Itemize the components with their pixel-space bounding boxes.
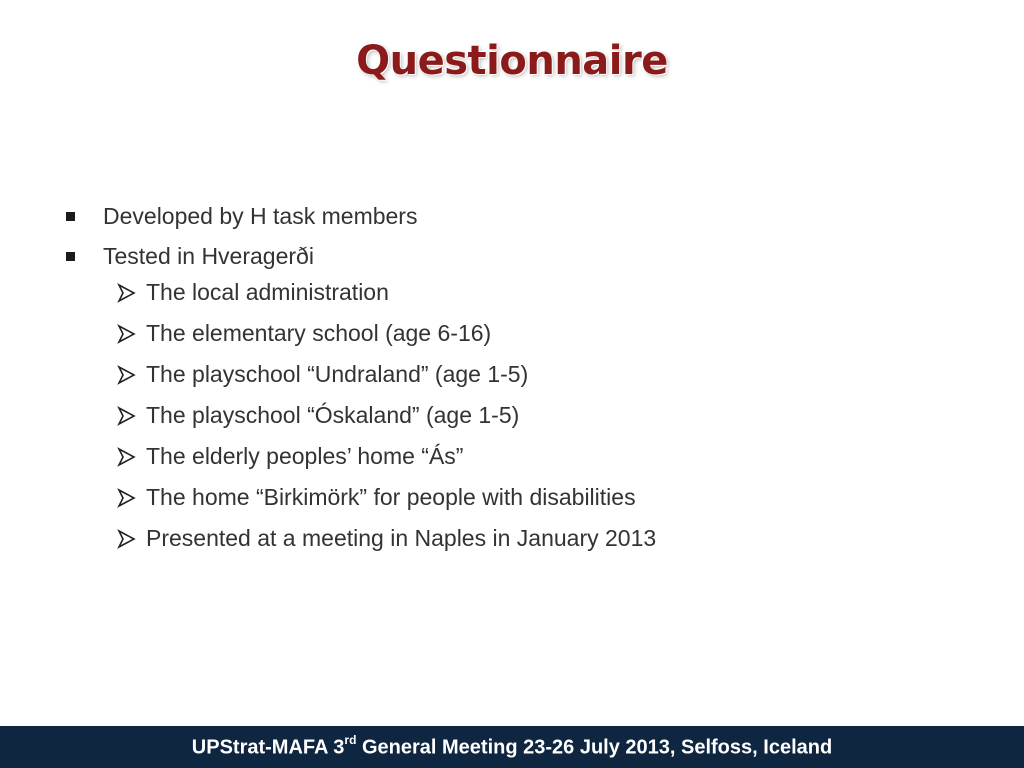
footer-suffix: General Meeting 23-26 July 2013, Selfoss, Iceland [356,736,833,759]
sub-bullet-text: The playschool “Óskaland” (age 1-5) [146,402,520,428]
footer-bar [0,726,1024,768]
footer-superscript: rd [344,732,357,747]
list-item [116,477,656,518]
sub-bullet-text: Presented at a meeting in Naples in January 2013 [146,525,657,551]
square-bullet-icon [66,212,75,221]
footer-text [191,732,833,760]
sub-bullet-list [116,272,656,559]
list-item [62,236,417,276]
bullet-text: Tested in Hveragerði [103,242,314,269]
sub-bullet-text: The elderly peoples’ home “Ás” [146,443,464,469]
list-item [116,518,656,559]
list-item [116,354,656,395]
list-item [116,395,656,436]
square-bullet-icon [66,252,75,261]
arrowhead-bullet-icon [116,529,136,549]
list-item [116,272,656,313]
arrowhead-bullet-icon [116,324,136,344]
slide-title: Questionnaire [356,38,668,84]
sub-bullet-text: The local administration [146,279,389,305]
arrowhead-bullet-icon [116,447,136,467]
bullet-text: Developed by H task members [103,202,418,229]
arrowhead-bullet-icon [116,283,136,303]
arrowhead-bullet-icon [116,365,136,385]
sub-bullet-text: The playschool “Undraland” (age 1-5) [146,361,529,387]
arrowhead-bullet-icon [116,406,136,426]
sub-bullet-text: The elementary school (age 6-16) [146,320,492,346]
bullet-list [62,196,417,276]
list-item [116,313,656,354]
arrowhead-bullet-icon [116,488,136,508]
list-item [62,196,417,236]
footer-prefix: UPStrat-MAFA 3 [191,736,345,759]
list-item [116,436,656,477]
sub-bullet-text: The home “Birkimörk” for people with disabilities [146,484,636,510]
